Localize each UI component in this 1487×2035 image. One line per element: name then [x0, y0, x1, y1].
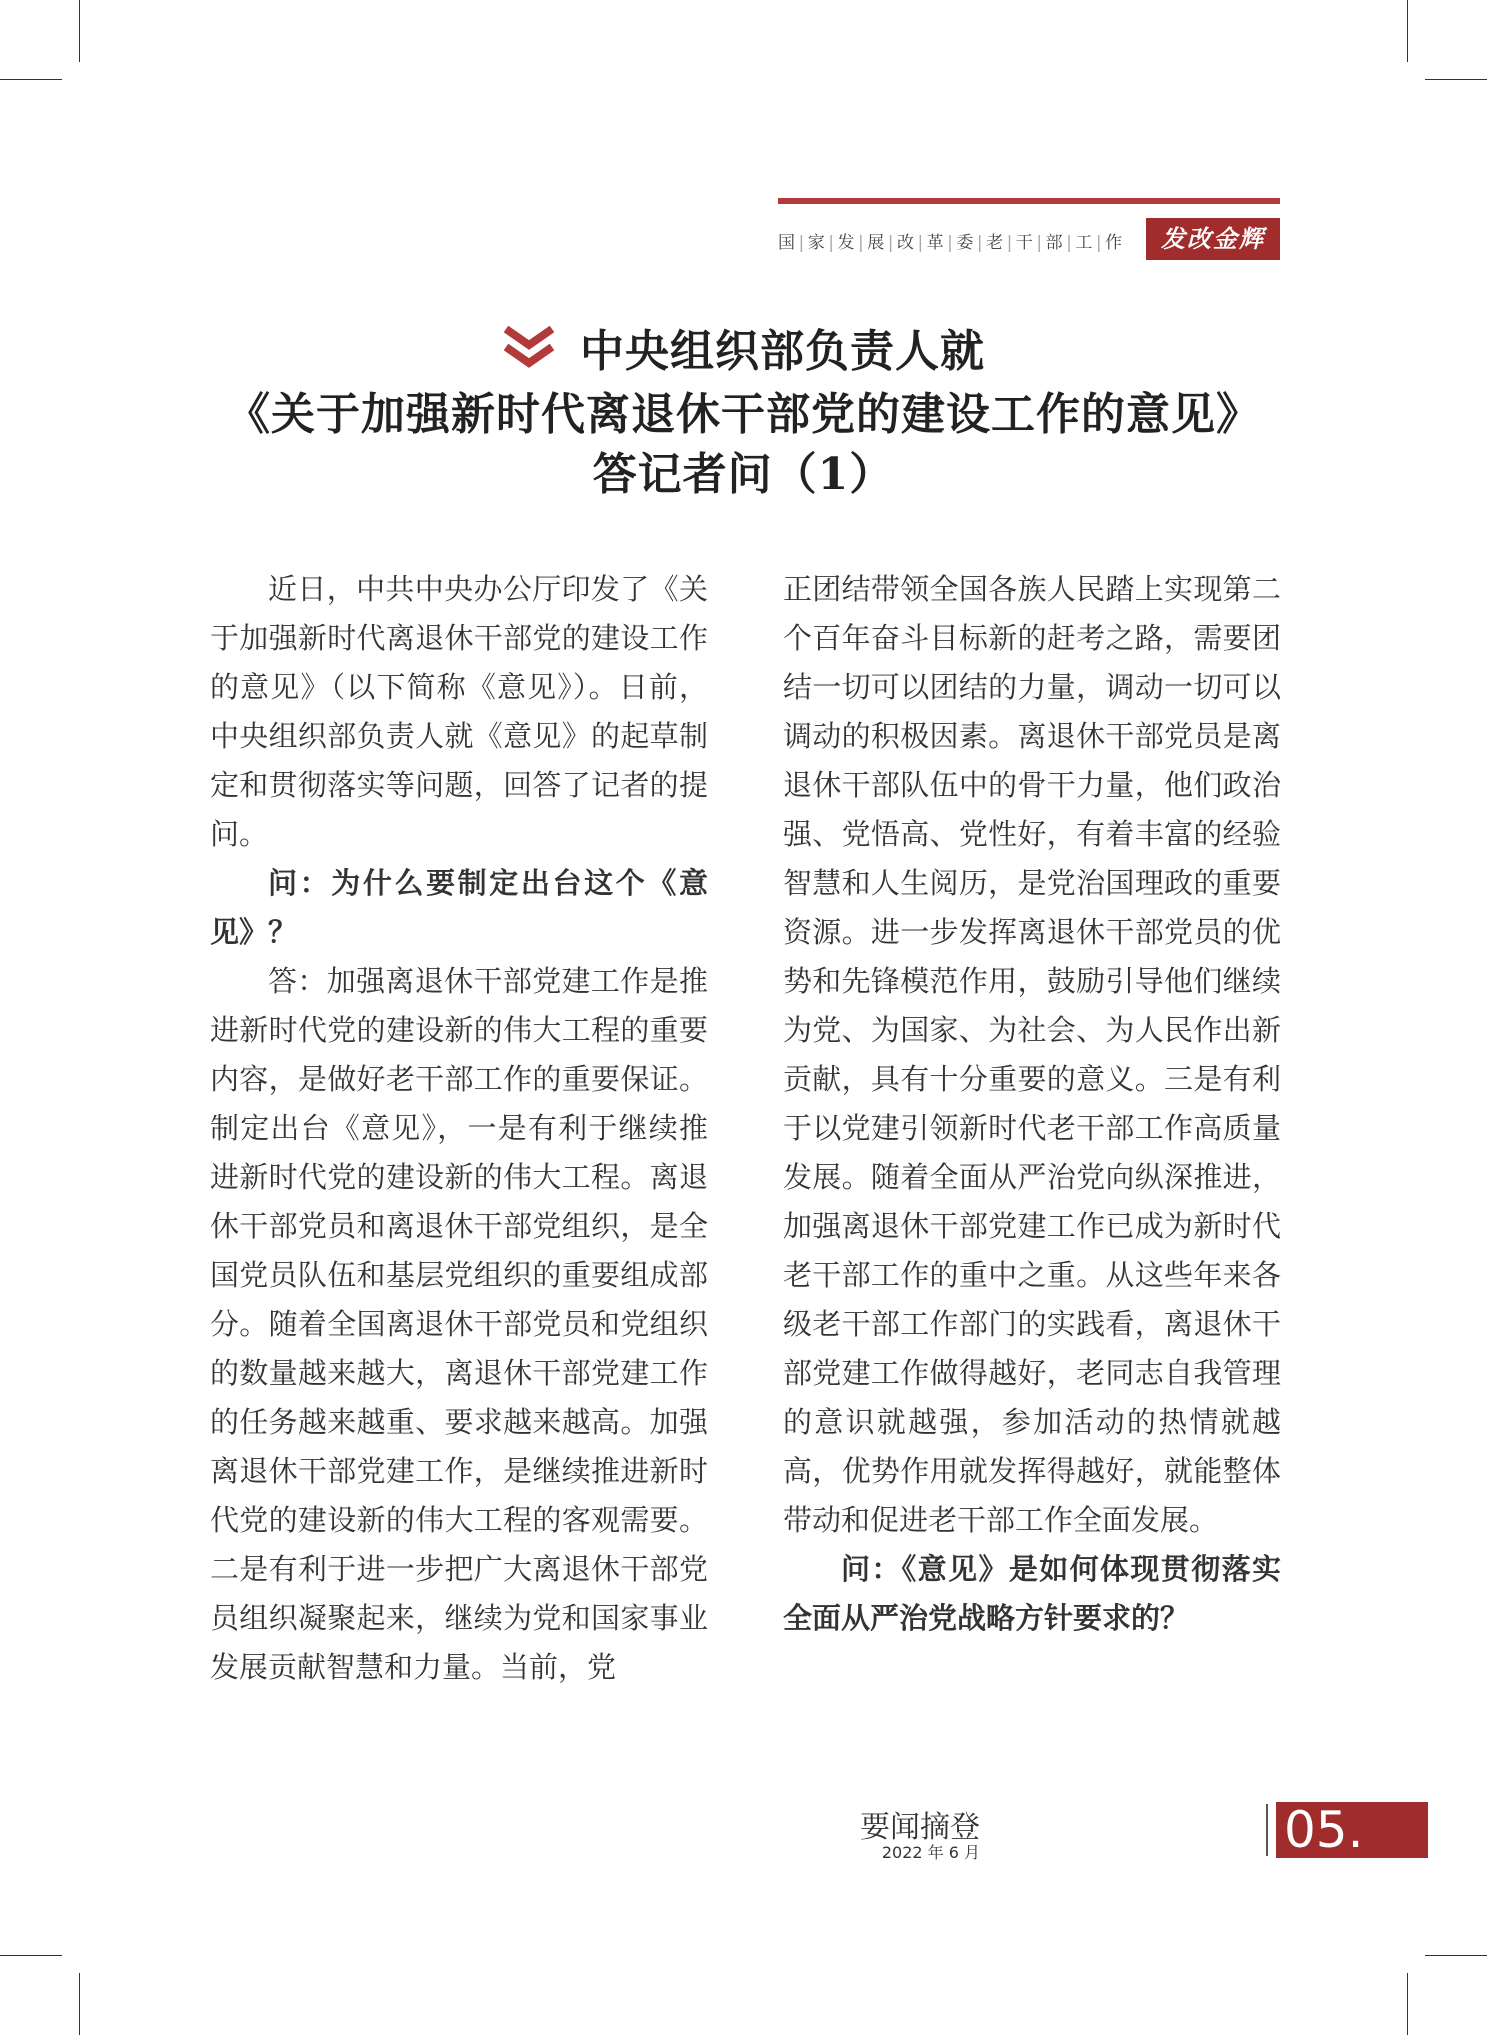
header-org-char: 家: [807, 233, 826, 253]
crop-mark: [0, 79, 62, 80]
footer-divider: [1266, 1804, 1268, 1856]
header-org-char: 革: [926, 233, 945, 253]
header-separator: |: [1036, 233, 1043, 253]
title-line-1: [140, 322, 1347, 385]
header-separator: |: [828, 233, 835, 253]
body-column-right: [783, 565, 1281, 1643]
question-heading: 问：《意见》是如何体现贯彻落实全面从严治党战略方针要求的？: [783, 1552, 1281, 1635]
header-separator: |: [857, 233, 865, 253]
article-title: [140, 322, 1347, 505]
header-org-char: 发: [837, 233, 855, 253]
page-number: 05.: [1276, 1802, 1428, 1858]
running-header: [778, 198, 1280, 262]
header-separator: |: [917, 233, 924, 253]
header-org-char: 部: [1045, 233, 1064, 253]
header-org-char: 老: [986, 233, 1004, 253]
crop-mark: [1425, 79, 1487, 80]
title-line-2: 《关于加强新时代离退休干部党的建设工作的意见》: [226, 388, 1261, 440]
body-paragraph: 近日，中共中央办公厅印发了《关于加强新时代离退休干部党的建设工作的意见》（以下简称《意见》）。日前，中央组织部负责人就《意见》的起草制定和贯彻落实等问题，回答了记者的提问。: [210, 572, 708, 851]
header-separator: |: [798, 233, 805, 253]
crop-mark: [79, 1973, 80, 2035]
header-separator: |: [1095, 233, 1103, 253]
footer-issue-date: 2022 年 6 月: [881, 1843, 980, 1862]
crop-mark: [0, 1955, 62, 1956]
footer-section-title: 要闻摘登: [860, 1810, 980, 1845]
header-org-char: 国: [778, 233, 796, 253]
crop-mark: [79, 0, 80, 62]
header-org-char: 干: [1015, 233, 1034, 253]
header-separator: |: [1006, 233, 1013, 253]
header-separator: |: [887, 233, 894, 253]
double-chevron-down-icon: [502, 325, 556, 385]
header-org-char: 委: [956, 233, 974, 253]
header-separator: |: [976, 233, 984, 253]
header-org-char: 展: [867, 233, 885, 253]
body-column-left: [210, 565, 708, 1692]
header-brand-badge: 发改金辉: [1146, 218, 1280, 260]
header-org-char: 工: [1075, 233, 1093, 253]
header-separator: |: [1066, 233, 1073, 253]
question-heading: 问：为什么要制定出台这个《意见》？: [210, 866, 708, 949]
crop-mark: [1407, 0, 1408, 62]
body-paragraph: 正团结带领全国各族人民踏上实现第二个百年奋斗目标新的赶考之路，需要团结一切可以团结的力量，调动一切可以调动的积极因素。离退休干部党员是离退休干部队伍中的骨干力量，他们政治强、党悟高、党性好，有着丰富的经验智慧和人生阅历，是党治国理政的重要资源。进一步发挥离退休干部党员的优势和先锋模范作用，鼓励引导他们继续为党、为国家、为社会、为人民作出新贡献，具有十分重要的意义。三是有利于以党建引领新时代老干部工作高质量发展。随着全面从严治党向纵深推进，加强离退休干部党建工作已成为新时代老干部工作的重中之重。从这些年来各级老干部工作部门的实践看，离退休干部党建工作做得越好，老同志自我管理的意识就越强，参加活动的热情就越高，优势作用就发挥得越好，就能整体带动和促进老干部工作全面发展。: [783, 572, 1281, 1537]
header-org-char: 作: [1105, 233, 1123, 253]
body-paragraph: 答：加强离退休干部党建工作是推进新时代党的建设新的伟大工程的重要内容，是做好老干部工作的重要保证。制定出台《意见》，一是有利于继续推进新时代党的建设新的伟大工程。离退休干部党员和离退休干部党组织，是全国党员队伍和基层党组织的重要组成部分。随着全国离退休干部党员和党组织的数量越来越大，离退休干部党建工作的任务越来越重、要求越来越高。加强离退休干部党建工作，是继续推进新时代党的建设新的伟大工程的客观需要。二是有利于进一步把广大离退休干部党员组织凝聚起来，继续为党和国家事业发展贡献智慧和力量。当前，党: [210, 964, 708, 1684]
crop-mark: [1407, 1973, 1408, 2035]
header-org-name: [778, 228, 1123, 253]
header-org-char: 改: [896, 233, 915, 253]
title-text-1: 中央组织部负责人就: [580, 326, 985, 377]
title-line-3: 答记者问（1）: [592, 448, 895, 500]
crop-mark: [1425, 1955, 1487, 1956]
header-rule: [778, 198, 1280, 204]
header-separator: |: [947, 233, 954, 253]
